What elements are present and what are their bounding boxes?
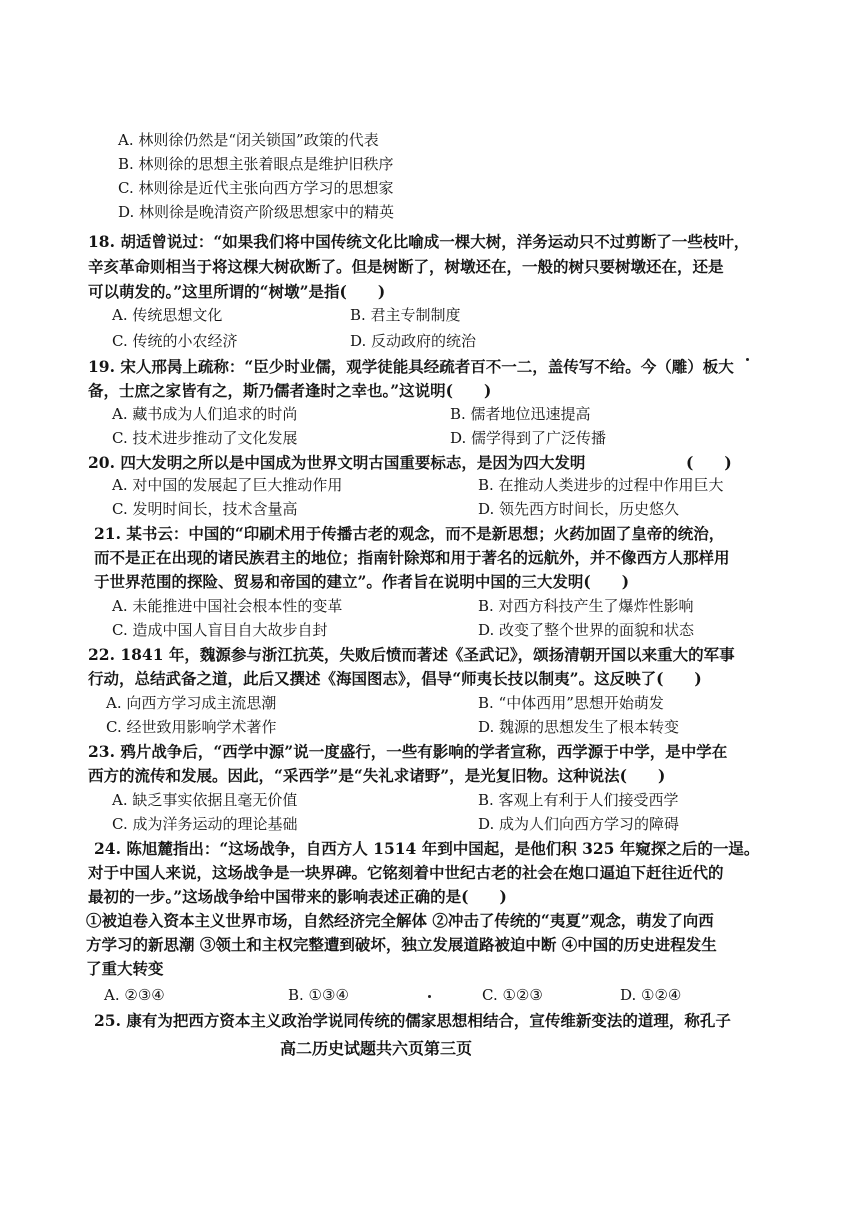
scan-speck bbox=[746, 358, 749, 361]
q21-stem-line3: 于世界范围的探险、贸易和帝国的建立”。作者旨在说明中国的三大发明( ) bbox=[94, 572, 630, 591]
q22-option-c: C. 经世致用影响学术著作 bbox=[106, 718, 277, 736]
q20-option-c: C. 发明时间长，技术含量高 bbox=[112, 500, 298, 518]
page-footer: 高二历史试题共六页第三页 bbox=[280, 1039, 473, 1058]
q18-stem-line1: 18. 胡适曾说过：“如果我们将中国传统文化比喻成一棵大树，洋务运动只不过剪断了一些枝叶， bbox=[88, 232, 750, 251]
q21-option-a: A. 未能推进中国社会根本性的变革 bbox=[112, 597, 343, 615]
q18-stem-line2: 辛亥革命则相当于将这棵大树砍断了。但是树断了，树墩还在，一般的树只要树墩还在，还是 bbox=[88, 257, 724, 276]
q21-option-d: D. 改变了整个世界的面貌和状态 bbox=[478, 621, 695, 639]
q19-option-b: B. 儒者地位迅速提高 bbox=[450, 405, 591, 423]
q24-stem-line1: 24. 陈旭麓指出：“这场战争，自西方人 1514 年到中国起，是他们积 325 年窥探之后的一逞。 bbox=[94, 839, 760, 858]
q20-stem: 20. 四大发明之所以是中国成为世界文明古国重要标志，是因为四大发明 bbox=[88, 453, 586, 472]
q20-option-a: A. 对中国的发展起了巨大推动作用 bbox=[112, 476, 343, 494]
q18-option-a: A. 传统思想文化 bbox=[112, 306, 223, 324]
q23-option-d: D. 成为人们向西方学习的障碍 bbox=[478, 815, 680, 833]
q17-option-b: B. 林则徐的思想主张着眼点是维护旧秩序 bbox=[118, 155, 394, 173]
q24-statements-line2: 方学习的新思潮 ③领土和主权完整遭到破坏，独立发展道路被迫中断 ④中国的历史进程发生 bbox=[86, 935, 717, 954]
scan-speck bbox=[428, 995, 431, 998]
q17-option-c: C. 林则徐是近代主张向西方学习的思想家 bbox=[118, 179, 394, 197]
q24-stem-line3: 最初的一步。”这场战争给中国带来的影响表述正确的是( ) bbox=[88, 887, 507, 906]
q19-stem-line1: 19. 宋人邢昺上疏称：“臣少时业儒，观学徒能具经疏者百不一二，盖传写不给。今（雕）板大 bbox=[88, 357, 734, 376]
q24-statements-line3: 了重大转变 bbox=[86, 959, 164, 978]
q23-option-c: C. 成为洋务运动的理论基础 bbox=[112, 815, 298, 833]
q23-stem-line1: 23. 鸦片战争后，“西学中源”说一度盛行，一些有影响的学者宣称，西学源于中学，是中学在 bbox=[88, 742, 728, 761]
q19-option-c: C. 技术进步推动了文化发展 bbox=[112, 429, 298, 447]
q23-option-b: B. 客观上有利于人们接受西学 bbox=[478, 791, 679, 809]
q19-stem-line2: 备，士庶之家皆有之，斯乃儒者逢时之幸也。”这说明( ) bbox=[88, 381, 492, 400]
q21-option-c: C. 造成中国人盲目自大故步自封 bbox=[112, 621, 328, 639]
q18-stem-line3: 可以萌发的。”这里所谓的“树墩”是指( ) bbox=[88, 282, 386, 301]
q20-option-d: D. 领先西方时间长，历史悠久 bbox=[478, 500, 680, 518]
q18-option-b: B. 君主专制制度 bbox=[350, 306, 461, 324]
q22-option-a: A. 向西方学习成主流思潮 bbox=[106, 694, 277, 712]
q24-option-c: C. ①②③ bbox=[482, 986, 543, 1004]
q17-option-a: A. 林则徐仍然是“闭关锁国”政策的代表 bbox=[118, 131, 379, 149]
q20-option-b: B. 在推动人类进步的过程中作用巨大 bbox=[478, 476, 724, 494]
q23-stem-line2: 西方的流传和发展。因此，“采西学”是“失礼求诸野”，是光复旧物。这种说法( ) bbox=[88, 766, 666, 785]
q24-stem-line2: 对于中国人来说，这场战争是一块界碑。它铭刻着中世纪古老的社会在炮口逼迫下赶往近代的 bbox=[88, 863, 724, 882]
q18-option-d: D. 反动政府的统治 bbox=[350, 332, 477, 350]
q21-stem-line1: 21. 某书云：中国的“印刷术用于传播古老的观念，而不是新思想；火药加固了皇帝的统治， bbox=[94, 524, 725, 543]
q24-option-a: A. ②③④ bbox=[104, 986, 165, 1004]
q24-option-b: B. ①③④ bbox=[288, 986, 349, 1004]
q22-option-d: D. 魏源的思想发生了根本转变 bbox=[478, 718, 680, 736]
q22-stem-line1: 22. 1841 年，魏源参与浙江抗英，失败后愤而著述《圣武记》，颂扬清朝开国以来重大的军事 bbox=[88, 645, 735, 664]
q21-option-b: B. 对西方科技产生了爆炸性影响 bbox=[478, 597, 694, 615]
q23-option-a: A. 缺乏事实依据且毫无价值 bbox=[112, 791, 298, 809]
q22-stem-line2: 行动，总结武备之道，此后又撰述《海国图志》，倡导“师夷长技以制夷”。这反映了( ) bbox=[88, 669, 702, 688]
q19-option-d: D. 儒学得到了广泛传播 bbox=[450, 429, 607, 447]
q19-option-a: A. 藏书成为人们追求的时尚 bbox=[112, 405, 298, 423]
q17-option-d: D. 林则徐是晚清资产阶级思想家中的精英 bbox=[118, 203, 395, 221]
q25-stem-line1: 25. 康有为把西方资本主义政治学说同传统的儒家思想相结合，宣传维新变法的道理，称孔子 bbox=[94, 1011, 731, 1030]
q24-option-d: D. ①②④ bbox=[620, 986, 682, 1004]
q24-statements-line1: ①被迫卷入资本主义世界市场，自然经济完全解体 ②冲击了传统的“夷夏”观念，萌发了向西 bbox=[86, 911, 714, 930]
q18-option-c: C. 传统的小农经济 bbox=[112, 332, 238, 350]
q22-option-b: B. “中体西用”思想开始萌发 bbox=[478, 694, 664, 712]
q21-stem-line2: 而不是正在出现的诸民族君主的地位；指南针除郑和用于著名的远航外，并不像西方人那样用 bbox=[94, 548, 730, 567]
q20-answer-blank: ( ) bbox=[686, 453, 732, 472]
